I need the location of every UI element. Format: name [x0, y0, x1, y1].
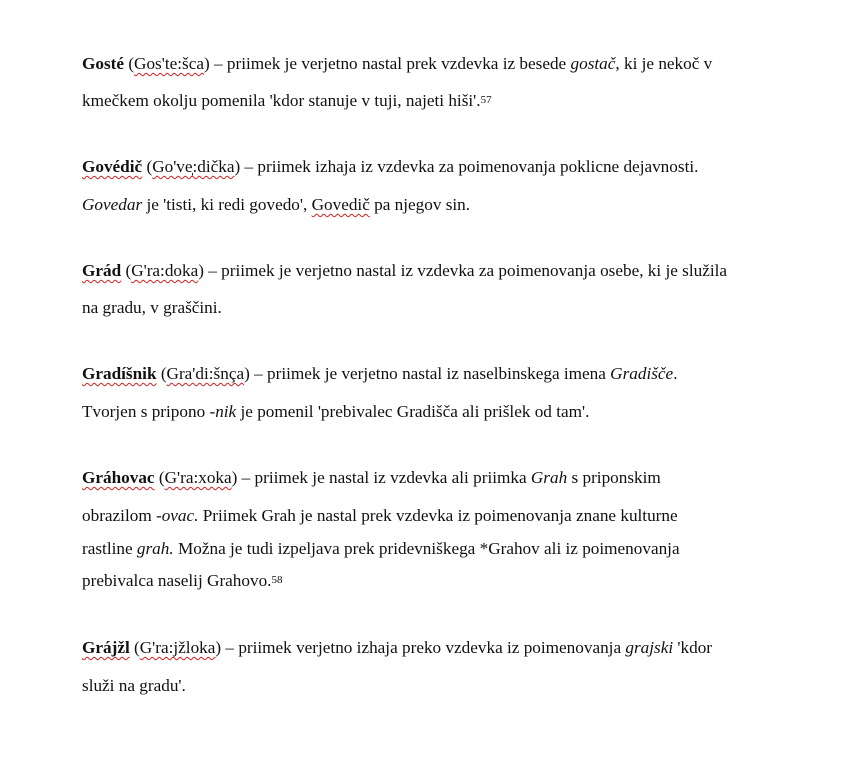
entry-line: kmečkem okolju pomenila 'kdor stanuje v tuji, najeti hiši'.$^{57}$	[82, 91, 492, 110]
entry-line: Tvorjen s pripono -nik je pomenil 'prebivalec Gradišča ali prišlek od tam'.	[82, 402, 590, 421]
entry-line: prebivalca naselij Grahovo.$^{58}$	[82, 571, 283, 590]
entry-headword: Grád	[82, 261, 122, 280]
entry-pronunciation: Gra'di:šnça	[166, 364, 245, 383]
entry-line: obrazilom -ovac. Priimek Grah je nastal prek vzdevka iz poimenovanja znane kulturne	[82, 506, 678, 525]
entry-line: Grád (G'ra:doka) – priimek je verjetno nastal iz vzdevka za poimenovanja osebe, ki je služila	[82, 261, 728, 280]
entry-line: Grájžl (G'ra:jžloka) – priimek verjetno izhaja preko vzdevka iz poimenovanja grajski 'kdor	[82, 638, 713, 657]
entry-headword: Gosté	[82, 54, 125, 73]
footnote-ref[interactable]: 58	[271, 574, 283, 586]
entry-pronunciation: G'ra:jžloka	[139, 638, 216, 657]
entry-line: Govedar je 'tisti, ki redi govedo', Govedič pa njegov sin.	[82, 195, 471, 214]
entry-line: Govédič (Go've̩:dička) – priimek izhaja iz vzdevka za poimenovanja poklicne dejavnosti.	[82, 157, 699, 176]
entry-line: Gráhovac (G'ra:xoka) – priimek je nastal iz vzdevka ali priimka Grah s priponskim	[82, 468, 661, 487]
entry-pronunciation: G'ra:xoka	[164, 468, 232, 487]
entry-pronunciation: G'ra:doka	[131, 261, 199, 280]
entry-headword: Govédič	[82, 157, 143, 176]
entry-pronunciation: Go've̩:dička	[152, 157, 235, 176]
entry-line: rastline grah. Možna je tudi izpeljava prek pridevniškega *Grahov ali iz poimenovanja	[82, 539, 680, 558]
footnote-ref[interactable]: 57	[480, 94, 492, 106]
entry-pronunciation: Gos'te:šca	[134, 54, 204, 73]
entry-line: na gradu, v graščini.	[82, 298, 222, 317]
entry-headword: Gradíšnik	[82, 364, 157, 383]
entry-line: Gosté (Gos'te:šca) – priimek je verjetno nastal prek vzdevka iz besede gostač, ki je nekoč v	[82, 54, 713, 73]
entry-line: služi na gradu'.	[82, 676, 186, 695]
entry-headword: Grájžl	[82, 638, 130, 657]
entry-headword: Gráhovac	[82, 468, 155, 487]
entry-line: Gradíšnik (Gra'di:šnça) – priimek je verjetno nastal iz naselbinskega imena Gradišče.	[82, 364, 678, 383]
